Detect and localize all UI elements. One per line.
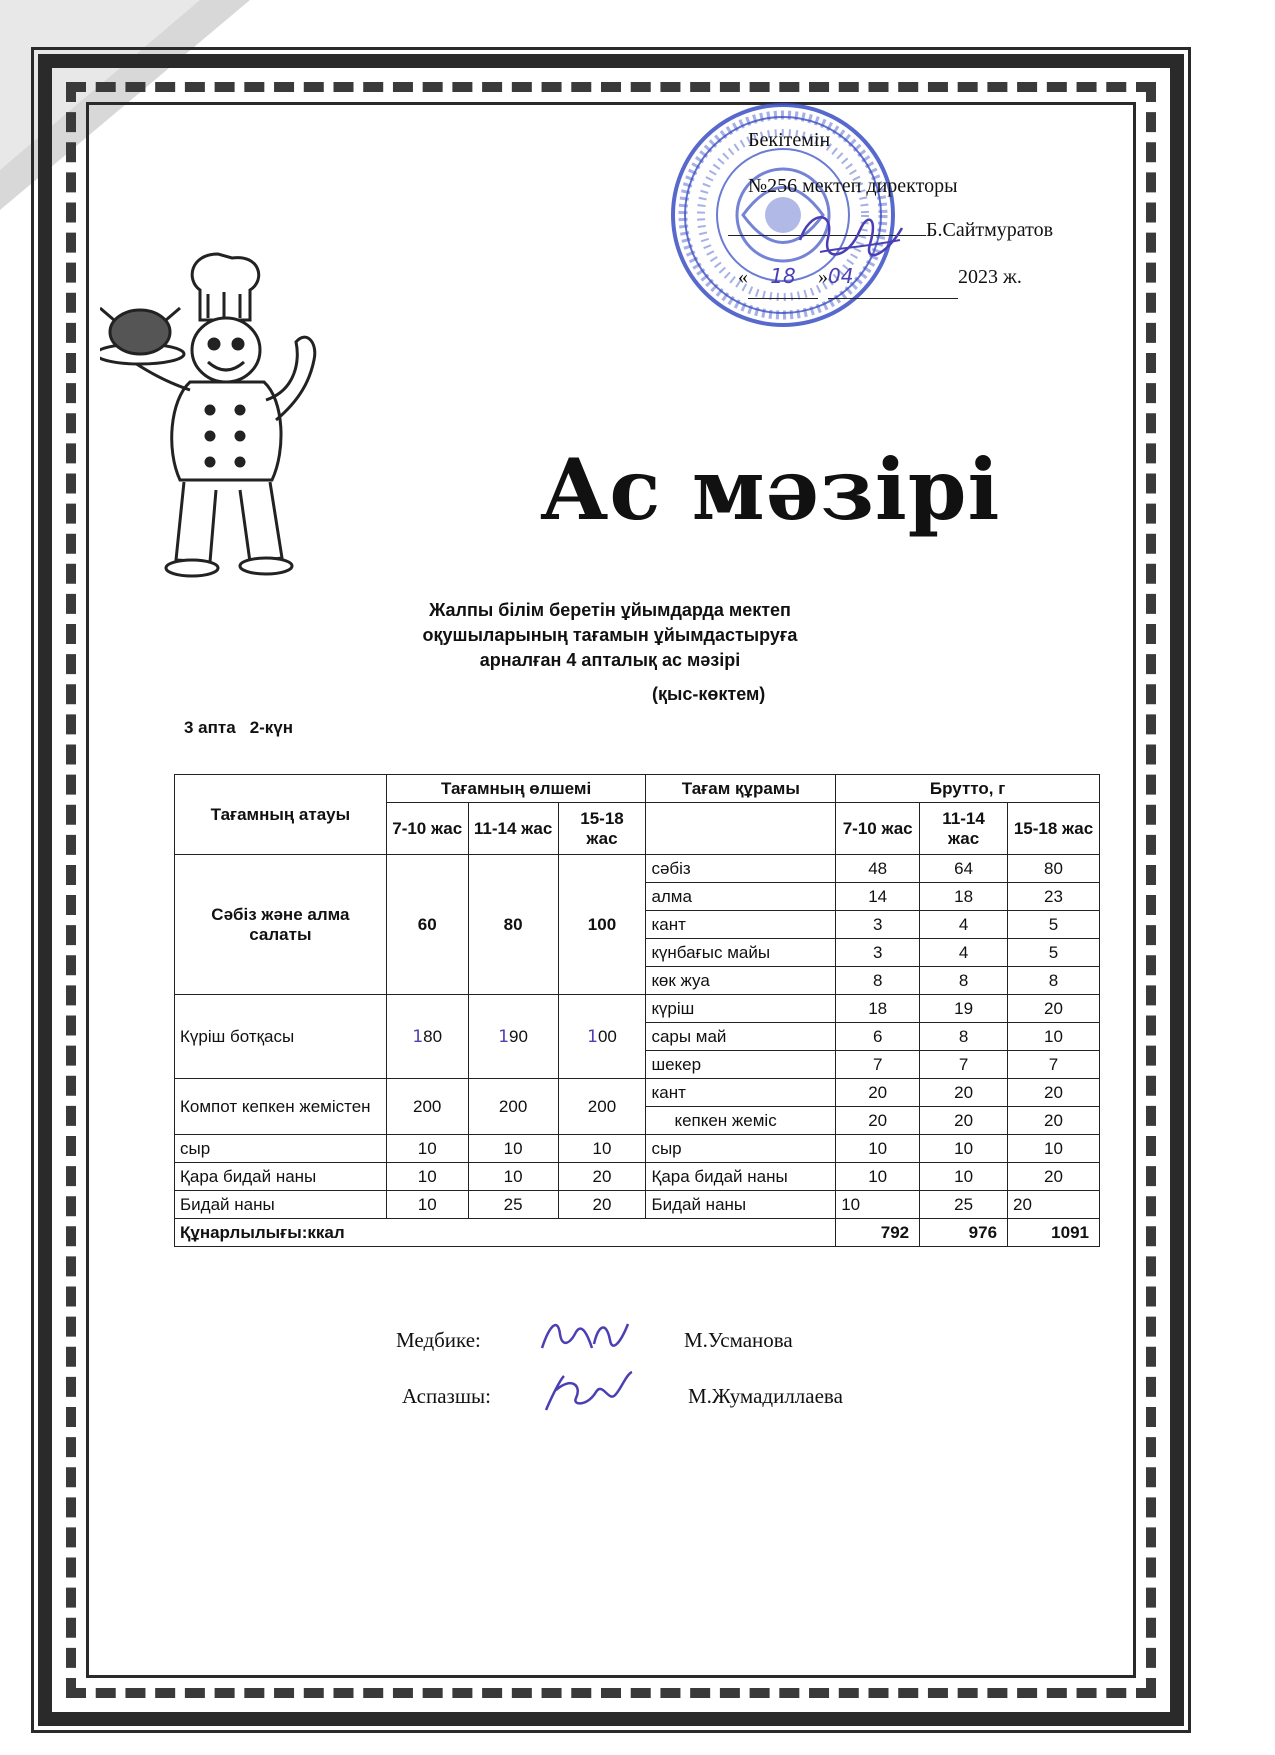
table-row — [175, 1191, 1100, 1219]
staff-signatures — [396, 1320, 916, 1432]
brutto-15-18: 10 — [1008, 1135, 1100, 1163]
portion-15-18: 20 — [558, 1191, 646, 1219]
brutto-11-14: 10 — [920, 1163, 1008, 1191]
handwritten-digit: 1 — [587, 1026, 598, 1047]
portion-15-18 — [558, 995, 646, 1079]
portion-value: 90 — [509, 1026, 528, 1046]
brutto-7-10: 6 — [836, 1023, 920, 1051]
season-label: (қыс-көктем) — [652, 684, 766, 704]
total-label: Құнарлылығы:ккал — [175, 1219, 836, 1247]
cook-role: Аспазшы: — [402, 1384, 491, 1408]
header-composition-blank — [646, 803, 836, 855]
portion-15-18: 100 — [558, 855, 646, 995]
ingredient-name: күріш — [646, 995, 836, 1023]
portion-11-14: 200 — [468, 1079, 558, 1135]
menu-table — [174, 774, 1100, 1247]
brutto-11-14: 4 — [920, 939, 1008, 967]
brutto-15-18: 20 — [1008, 1163, 1100, 1191]
brutto-7-10: 7 — [836, 1051, 920, 1079]
subtitle-line-1: Жалпы білім беретін ұйымдарда мектеп — [429, 600, 791, 620]
brutto-11-14: 20 — [920, 1107, 1008, 1135]
header-brutto: Брутто, г — [836, 775, 1100, 803]
table-row — [175, 1135, 1100, 1163]
brutto-15-18: 20 — [1008, 1079, 1100, 1107]
brutto-11-14: 8 — [920, 1023, 1008, 1051]
date-month: 04 — [828, 254, 958, 299]
brutto-7-10: 10 — [836, 1191, 920, 1219]
ingredient-name: Бидай наны — [646, 1191, 836, 1219]
header-brutto-age-15-18: 15-18 жас — [1008, 803, 1100, 855]
year-suffix: 2023 ж. — [958, 266, 1022, 288]
header-brutto-age-7-10: 7-10 жас — [836, 803, 920, 855]
ingredient-name: сары май — [646, 1023, 836, 1051]
brutto-15-18: 23 — [1008, 883, 1100, 911]
portion-15-18: 200 — [558, 1079, 646, 1135]
ingredient-name: кепкен жеміс — [646, 1107, 836, 1135]
brutto-11-14: 25 — [920, 1191, 1008, 1219]
nurse-role: Медбике: — [396, 1328, 481, 1352]
subtitle-line-3: арналған 4 апталық ас мәзірі — [479, 650, 741, 670]
brutto-7-10: 20 — [836, 1079, 920, 1107]
brutto-7-10: 3 — [836, 939, 920, 967]
brutto-11-14: 64 — [920, 855, 1008, 883]
page-title: Ас мәзірі — [540, 440, 1001, 539]
header-portion: Тағамның өлшемі — [386, 775, 646, 803]
brutto-7-10: 20 — [836, 1107, 920, 1135]
table-row — [175, 995, 1100, 1023]
ingredient-name: алма — [646, 883, 836, 911]
portion-11-14 — [468, 995, 558, 1079]
portion-11-14: 25 — [468, 1191, 558, 1219]
header-portion-age-11-14: 11-14 жас — [468, 803, 558, 855]
portion-7-10: 200 — [386, 1079, 468, 1135]
header-dish-name: Тағамның атауы — [175, 775, 387, 855]
portion-11-14: 10 — [468, 1135, 558, 1163]
nurse-name: М.Усманова — [684, 1328, 793, 1352]
ingredient-name: кант — [646, 911, 836, 939]
ingredient-name: күнбағыс майы — [646, 939, 836, 967]
cook-row — [396, 1376, 916, 1432]
brutto-7-10: 48 — [836, 855, 920, 883]
total-row — [175, 1219, 1100, 1247]
portion-7-10: 10 — [386, 1191, 468, 1219]
header-portion-age-7-10: 7-10 жас — [386, 803, 468, 855]
portion-value: 80 — [423, 1026, 443, 1046]
table-row — [175, 1163, 1100, 1191]
header-portion-age-15-18: 15-18 жас — [558, 803, 646, 855]
brutto-7-10: 3 — [836, 911, 920, 939]
dish-name: Қара бидай наны — [175, 1163, 387, 1191]
approval-director-title: №256 мектеп директоры — [748, 175, 958, 197]
brutto-11-14: 20 — [920, 1079, 1008, 1107]
day-label: 2-күн — [249, 718, 294, 737]
menu-subtitle — [360, 598, 860, 673]
ingredient-name: шекер — [646, 1051, 836, 1079]
date-close-quote: » — [818, 266, 828, 288]
brutto-15-18: 8 — [1008, 967, 1100, 995]
subtitle-line-2: оқушыларының тағамын ұйымдастыруға — [422, 625, 798, 645]
portion-7-10: 60 — [386, 855, 468, 995]
handwritten-digit: 1 — [412, 1026, 424, 1047]
ingredient-name: сәбіз — [646, 855, 836, 883]
dish-name: Бидай наны — [175, 1191, 387, 1219]
brutto-15-18: 80 — [1008, 855, 1100, 883]
date-open-quote: « — [738, 266, 748, 288]
header-brutto-age-11-14: 11-14 жас — [920, 803, 1008, 855]
approval-heading: Бекітемін — [748, 129, 831, 151]
brutto-7-10: 18 — [836, 995, 920, 1023]
date-day: 18 — [748, 254, 818, 299]
total-15-18: 1091 — [1008, 1219, 1100, 1247]
brutto-11-14: 19 — [920, 995, 1008, 1023]
nurse-signature — [536, 1314, 636, 1364]
portion-11-14: 10 — [468, 1163, 558, 1191]
nurse-row — [396, 1320, 916, 1376]
portion-15-18: 20 — [558, 1163, 646, 1191]
brutto-15-18: 10 — [1008, 1023, 1100, 1051]
cook-name: М.Жумадиллаева — [688, 1384, 843, 1408]
total-11-14: 976 — [920, 1219, 1008, 1247]
total-7-10: 792 — [836, 1219, 920, 1247]
dish-name: сыр — [175, 1135, 387, 1163]
brutto-15-18: 7 — [1008, 1051, 1100, 1079]
dish-name: Сәбіз және алма салаты — [175, 855, 387, 995]
week-label: 3 апта — [184, 718, 236, 737]
brutto-11-14: 10 — [920, 1135, 1008, 1163]
ingredient-name: сыр — [646, 1135, 836, 1163]
header-composition: Тағам құрамы — [646, 775, 836, 803]
brutto-11-14: 7 — [920, 1051, 1008, 1079]
portion-11-14: 80 — [468, 855, 558, 995]
brutto-7-10: 8 — [836, 967, 920, 995]
chef-illustration — [100, 250, 350, 590]
brutto-11-14: 8 — [920, 967, 1008, 995]
portion-value: 00 — [597, 1026, 617, 1046]
brutto-15-18: 20 — [1008, 1191, 1100, 1219]
dish-name: Күріш ботқасы — [175, 995, 387, 1079]
brutto-7-10: 10 — [836, 1135, 920, 1163]
brutto-11-14: 18 — [920, 883, 1008, 911]
portion-7-10 — [386, 995, 468, 1079]
brutto-15-18: 20 — [1008, 995, 1100, 1023]
table-row — [175, 855, 1100, 883]
director-signature — [790, 200, 910, 290]
handwritten-digit: 1 — [498, 1026, 510, 1047]
brutto-7-10: 10 — [836, 1163, 920, 1191]
week-day-label — [184, 718, 307, 738]
brutto-15-18: 20 — [1008, 1107, 1100, 1135]
dish-name: Компот кепкен жемістен — [175, 1079, 387, 1135]
ingredient-name: Қара бидай наны — [646, 1163, 836, 1191]
brutto-7-10: 14 — [836, 883, 920, 911]
ingredient-name: кант — [646, 1079, 836, 1107]
director-name: Б.Сайтмуратов — [926, 219, 1054, 241]
ingredient-name: көк жуа — [646, 967, 836, 995]
portion-7-10: 10 — [386, 1135, 468, 1163]
brutto-11-14: 4 — [920, 911, 1008, 939]
cook-signature — [542, 1366, 642, 1420]
brutto-15-18: 5 — [1008, 911, 1100, 939]
portion-15-18: 10 — [558, 1135, 646, 1163]
portion-7-10: 10 — [386, 1163, 468, 1191]
brutto-15-18: 5 — [1008, 939, 1100, 967]
table-row — [175, 1079, 1100, 1107]
